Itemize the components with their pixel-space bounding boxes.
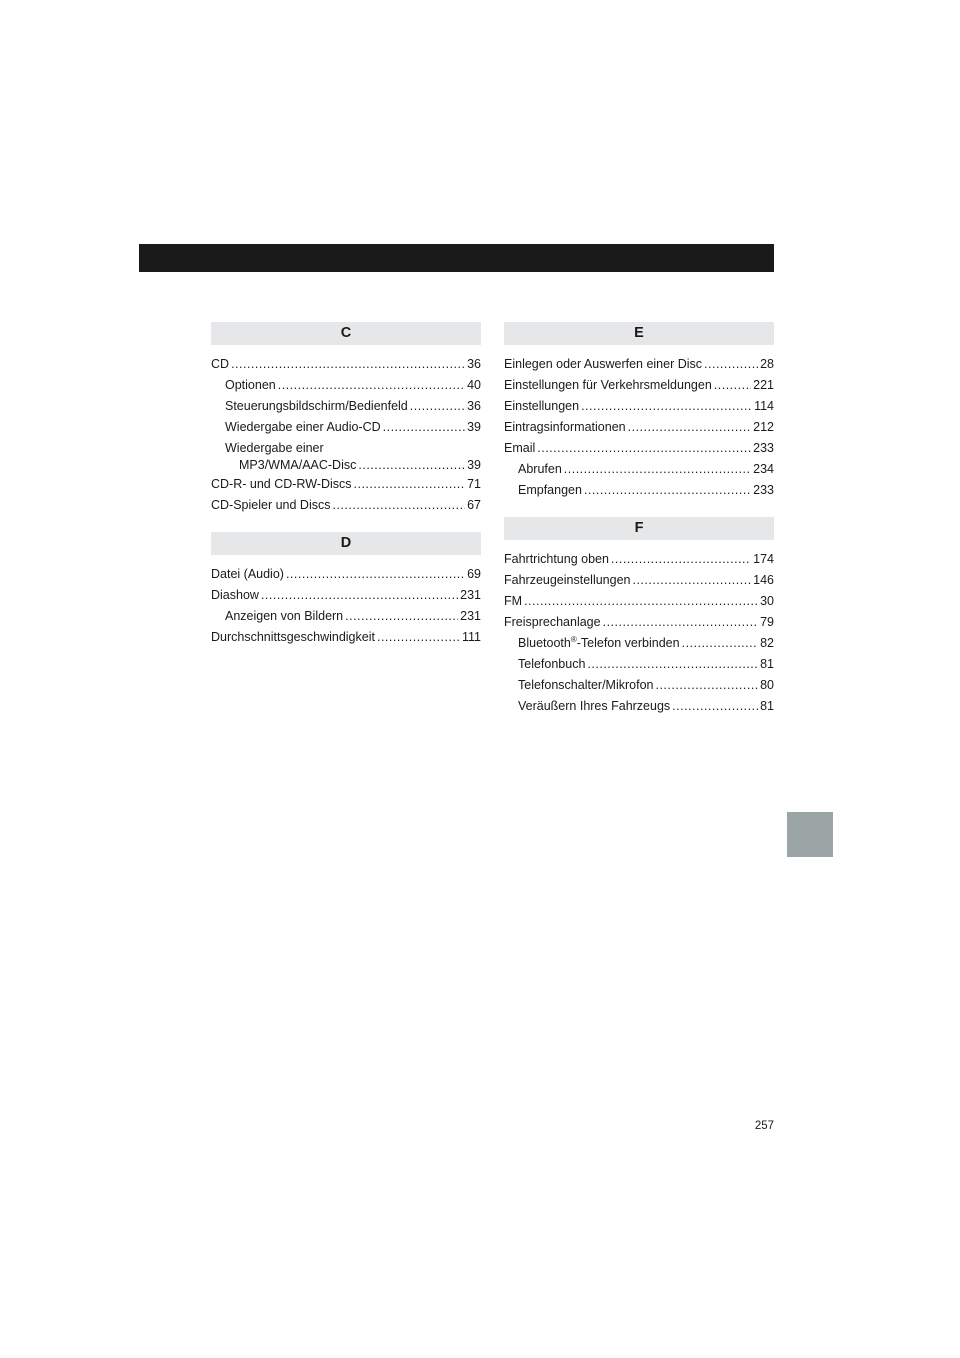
index-entry[interactable]	[504, 591, 774, 612]
page-number: 257	[754, 1120, 774, 1132]
entry-page: 81	[760, 699, 774, 713]
entry-page: 233	[753, 483, 774, 497]
entry-label-text: Einstellungen für Verkehrsmeldungen	[504, 378, 712, 392]
entry-label	[225, 417, 381, 438]
entry-label	[504, 396, 579, 417]
entry-label-text: Telefonschalter/Mikrofon	[518, 678, 654, 692]
leader-dots	[584, 480, 751, 501]
index-entry[interactable]	[504, 633, 774, 654]
leader-dots	[383, 417, 465, 438]
leader-dots	[286, 564, 465, 585]
entry-label-text: Empfangen	[518, 483, 582, 497]
index-entry[interactable]	[211, 564, 481, 585]
entry-page: 233	[753, 441, 774, 455]
entry-label	[211, 564, 284, 585]
leader-dots	[537, 438, 751, 459]
entry-label-text: Fahrtrichtung oben	[504, 552, 609, 566]
index-entry[interactable]	[504, 417, 774, 438]
entry-label-text: Datei (Audio)	[211, 567, 284, 581]
index-entry[interactable]	[504, 612, 774, 633]
entry-label	[211, 354, 229, 375]
index-tab-marker	[787, 812, 833, 857]
entry-page: 40	[467, 378, 481, 392]
leader-dots	[704, 354, 758, 375]
entry-page: 146	[753, 573, 774, 587]
entry-page: 234	[753, 462, 774, 476]
entry-label	[518, 459, 562, 480]
leader-dots	[632, 570, 751, 591]
leader-dots	[410, 396, 465, 417]
entry-label	[211, 495, 330, 516]
entry-label-text: Bluetooth	[518, 636, 571, 650]
index-entry[interactable]	[504, 696, 774, 717]
index-entry[interactable]	[504, 480, 774, 501]
entry-label-text: Steuerungsbildschirm/Bedienfeld	[225, 399, 408, 413]
entry-label	[504, 354, 702, 375]
entry-label-text: Anzeigen von Bildern	[225, 609, 344, 623]
leader-dots	[354, 474, 466, 495]
entry-label-suffix: -Telefon verbinden	[576, 636, 680, 650]
registered-mark: ®	[570, 634, 577, 644]
section-letter: C	[211, 322, 481, 345]
section-letter: F	[504, 517, 774, 540]
entry-page: 81	[760, 657, 774, 671]
entry-page: 212	[753, 420, 774, 434]
index-entry[interactable]	[211, 627, 481, 648]
entry-label	[504, 375, 712, 396]
index-column-left	[211, 322, 481, 664]
entry-label-text: Diashow	[211, 588, 259, 602]
entry-label	[504, 549, 609, 570]
index-entry[interactable]	[211, 495, 481, 516]
entry-label-text: Optionen	[225, 378, 276, 392]
entry-label-text: Wiedergabe einer Audio-CD	[225, 420, 381, 434]
index-column-right	[504, 322, 774, 733]
leader-dots	[358, 457, 465, 474]
leader-dots	[564, 459, 751, 480]
index-entry[interactable]	[504, 375, 774, 396]
index-section-f	[504, 517, 774, 717]
leader-dots	[714, 375, 751, 396]
entry-label	[211, 627, 375, 648]
entry-page: 221	[753, 378, 774, 392]
leader-dots	[628, 417, 752, 438]
entry-page: 36	[467, 357, 481, 371]
entry-page: 67	[467, 498, 481, 512]
entry-label-text: Fahrzeugeinstellungen	[504, 573, 631, 587]
entry-label-text: FM	[504, 594, 523, 608]
index-entry[interactable]	[211, 440, 481, 474]
entry-page: 28	[760, 357, 774, 371]
leader-dots	[587, 654, 758, 675]
leader-dots	[611, 549, 751, 570]
index-entry[interactable]	[504, 354, 774, 375]
entry-page: 39	[467, 458, 481, 472]
leader-dots	[332, 495, 465, 516]
entry-page: 80	[760, 678, 774, 692]
entry-label	[518, 675, 653, 696]
leader-dots	[655, 675, 758, 696]
index-entry[interactable]	[504, 570, 774, 591]
entry-label-text: Veräußern Ihres Fahrzeugs	[518, 699, 671, 713]
entry-label-continued: MP3/WMA/AAC-Disc	[239, 458, 357, 472]
section-letter: D	[211, 532, 481, 555]
entry-label	[225, 396, 408, 417]
entry-label	[504, 591, 522, 612]
entry-page: 71	[467, 477, 481, 491]
entry-label-text: CD-R- und CD-RW-Discs	[211, 477, 352, 491]
entry-label	[504, 417, 626, 438]
entry-page: 174	[753, 552, 774, 566]
index-entry[interactable]	[211, 474, 481, 495]
entry-label-text: Abrufen	[518, 462, 562, 476]
index-entry[interactable]	[504, 654, 774, 675]
entry-label	[518, 633, 680, 654]
index-entry[interactable]	[504, 459, 774, 480]
leader-dots	[672, 696, 758, 717]
entry-label	[504, 612, 601, 633]
entry-page: 82	[760, 636, 774, 650]
entry-page: 69	[467, 567, 481, 581]
entry-label-text: CD-Spieler und Discs	[211, 498, 331, 512]
entry-page: 114	[754, 399, 774, 413]
entry-label-text: Email	[504, 441, 536, 455]
leader-dots	[603, 612, 759, 633]
entry-label-text: Eintragsinformationen	[504, 420, 626, 434]
entry-label	[211, 474, 352, 495]
entry-label	[504, 438, 535, 459]
index-entry[interactable]	[504, 396, 774, 417]
entry-label-text: Einstellungen	[504, 399, 580, 413]
entry-label-text: Einlegen oder Auswerfen einer Disc	[504, 357, 703, 371]
entry-page: 231	[460, 609, 481, 623]
entry-label-text: Durchschnittsgeschwindigkeit	[211, 630, 375, 644]
index-entry[interactable]	[504, 549, 774, 570]
index-entry[interactable]	[211, 417, 481, 438]
index-section-d	[211, 532, 481, 648]
entry-label	[518, 696, 670, 717]
index-entry[interactable]	[211, 585, 481, 606]
entry-label	[518, 654, 585, 675]
entry-page: 111	[461, 630, 481, 644]
leader-dots	[581, 396, 752, 417]
index-entry[interactable]	[504, 675, 774, 696]
entry-label	[211, 585, 259, 606]
entry-label	[225, 606, 343, 627]
index-entry[interactable]	[211, 396, 481, 417]
index-section-c	[211, 322, 481, 516]
entry-label	[518, 480, 582, 501]
index-entry[interactable]	[211, 354, 481, 375]
index-entry[interactable]	[504, 438, 774, 459]
entry-page: 39	[467, 420, 481, 434]
entry-label	[225, 375, 276, 396]
leader-dots	[231, 354, 465, 375]
entry-label	[504, 570, 630, 591]
entry-label: Wiedergabe einer	[225, 441, 324, 455]
entry-page: 79	[760, 615, 774, 629]
leader-dots	[345, 606, 458, 627]
entry-label-text: Telefonbuch	[518, 657, 586, 671]
entry-label-text: CD	[211, 357, 230, 371]
leader-dots	[377, 627, 460, 648]
index-entry[interactable]	[211, 606, 481, 627]
header-bar	[139, 244, 774, 272]
section-letter: E	[504, 322, 774, 345]
entry-label-text: Freisprechanlage	[504, 615, 601, 629]
index-section-e	[504, 322, 774, 501]
leader-dots	[682, 633, 759, 654]
index-entry[interactable]	[211, 375, 481, 396]
leader-dots	[524, 591, 758, 612]
leader-dots	[278, 375, 465, 396]
entry-page: 231	[460, 588, 481, 602]
leader-dots	[261, 585, 458, 606]
entry-page: 36	[467, 399, 481, 413]
entry-page: 30	[760, 594, 774, 608]
